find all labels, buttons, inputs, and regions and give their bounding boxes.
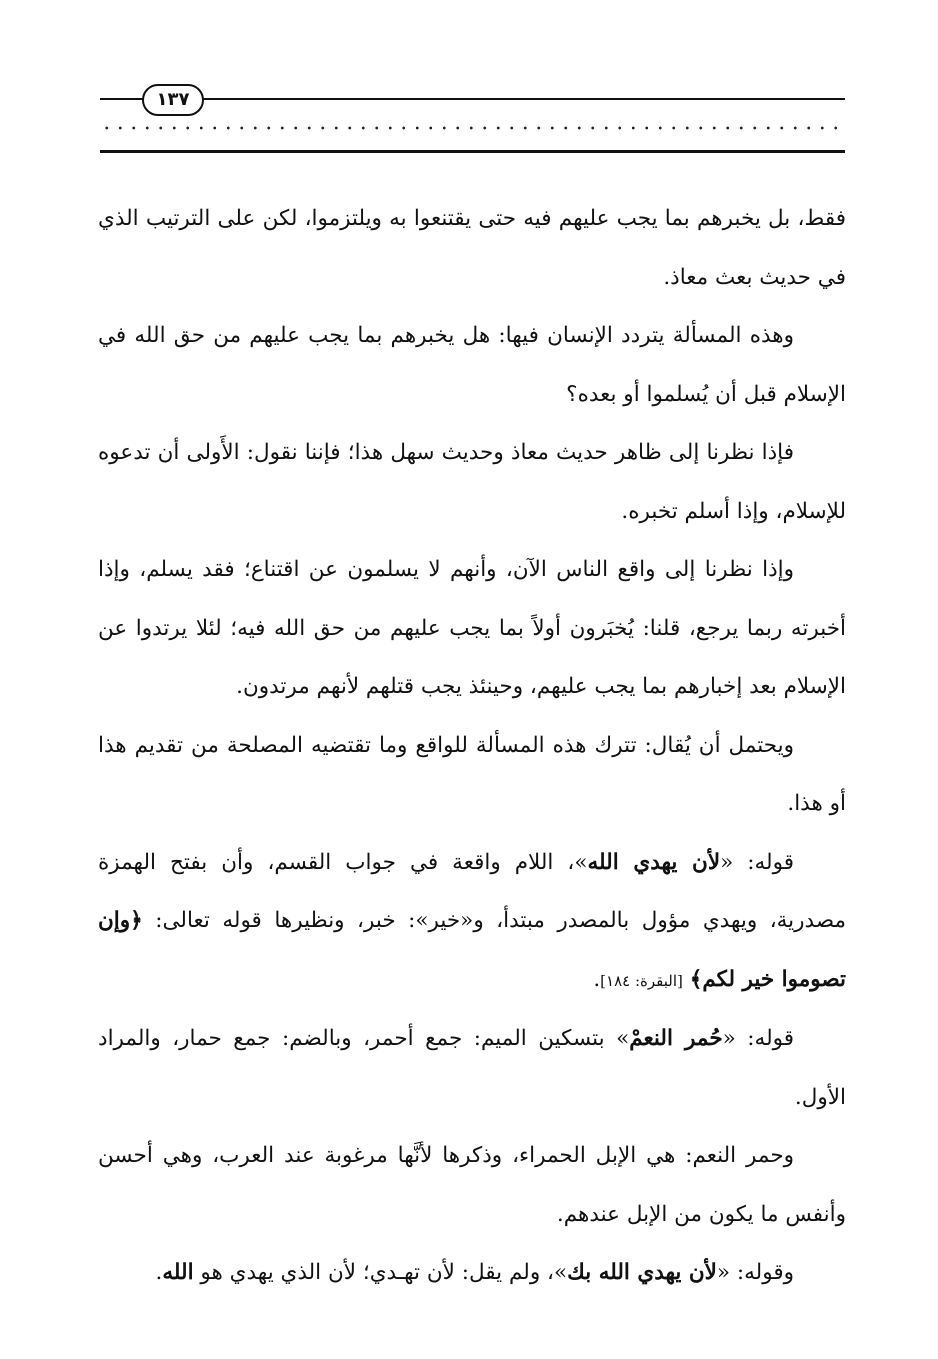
paragraph <box>98 834 846 1011</box>
paragraph-text: وهذه المسألة يتردد الإنسان فيها: هل يخبرهم بما يجب عليهم من حق الله في الإسلام قبل أن يُسلموا أو بعده؟ <box>98 323 846 407</box>
paragraph-text: وإذا نظرنا إلى واقع الناس الآن، وأنهم لا يسلمون عن اقتناع؛ فقد يسلم، وإذا أخبرته ربما يرجع، قلنا: يُخبَرون أولاً بما يجب عليهم من حق الله فيه؛ لئلا يرتدوا عن الإسلام بعد إخبارهم بما يجب عليهم، وحينئذ يجب قتلهم لأنهم مرتدون. <box>98 557 846 699</box>
citation-text: [البقرة: ١٨٤] <box>600 971 683 990</box>
paragraph <box>98 1244 846 1303</box>
paragraph-text: قوله: « <box>722 1026 795 1051</box>
paragraph-text <box>683 967 690 992</box>
page-number: ١٣٧ <box>142 84 204 116</box>
paragraph <box>98 190 846 307</box>
paragraph-text: . <box>593 966 601 992</box>
emphasized-text: لأن يهدي الله <box>587 849 721 875</box>
header-bottom-rule <box>100 150 845 153</box>
header-dotted-rule <box>100 124 845 132</box>
paragraph <box>98 307 846 424</box>
emphasized-text: لأن يهدي الله بك <box>567 1260 717 1285</box>
emphasized-text: ﴿وإن تصوموا خير لكم﴾ <box>98 908 846 992</box>
paragraph-text: وحمر النعم: هي الإبل الحمراء، وذكرها لأنَّها مرغوبة عند العرب، وهي أحسن وأنفس ما يكون من الإبل عندهم. <box>98 1143 846 1227</box>
paragraph <box>98 717 846 834</box>
paragraph <box>98 541 846 717</box>
paragraph <box>98 424 846 541</box>
page-body-text <box>98 190 846 1303</box>
paragraph-text: قوله: « <box>720 849 794 875</box>
paragraph-text: » بتسكين الميم: جمع أحمر، وبالضم: جمع حمار، والمراد الأول. <box>98 1026 846 1110</box>
paragraph-text: »، ولم يقل: لأن تهـدي؛ لأن الذي يهدي هو <box>193 1260 568 1285</box>
emphasized-text: حُمر النعمْ <box>629 1026 723 1051</box>
paragraph-text: ويحتمل أن يُقال: تترك هذه المسألة للواقع وما تقتضيه المصلحة من تقديم هذا أو هذا. <box>98 732 846 816</box>
paragraph-text: وقوله: « <box>716 1260 794 1285</box>
header-top-rule <box>100 98 845 100</box>
page-header <box>100 78 845 158</box>
paragraph-text: فقط، بل يخبرهم بما يجب عليهم فيه حتى يقتنعوا به ويلتزموا، لكن على الترتيب الذي في حديث بعث معاذ. <box>98 206 846 290</box>
paragraph <box>98 1127 846 1244</box>
emphasized-text: الله <box>162 1260 194 1285</box>
paragraph-text: . <box>155 1260 163 1285</box>
paragraph-text: فإذا نظرنا إلى ظاهر حديث معاذ وحديث سهل هذا؛ فإننا نقول: الأَولى أن تدعوه للإسلام، وإذا أسلم تخبره. <box>98 440 846 524</box>
paragraph-text: »، اللام واقعة في جواب القسم، وأن بفتح الهمزة مصدرية، ويهدي مؤول بالمصدر مبتدأ، و«خير»: خبر، ونظيرها قوله تعالى: <box>98 849 846 933</box>
paragraph <box>98 1010 846 1127</box>
